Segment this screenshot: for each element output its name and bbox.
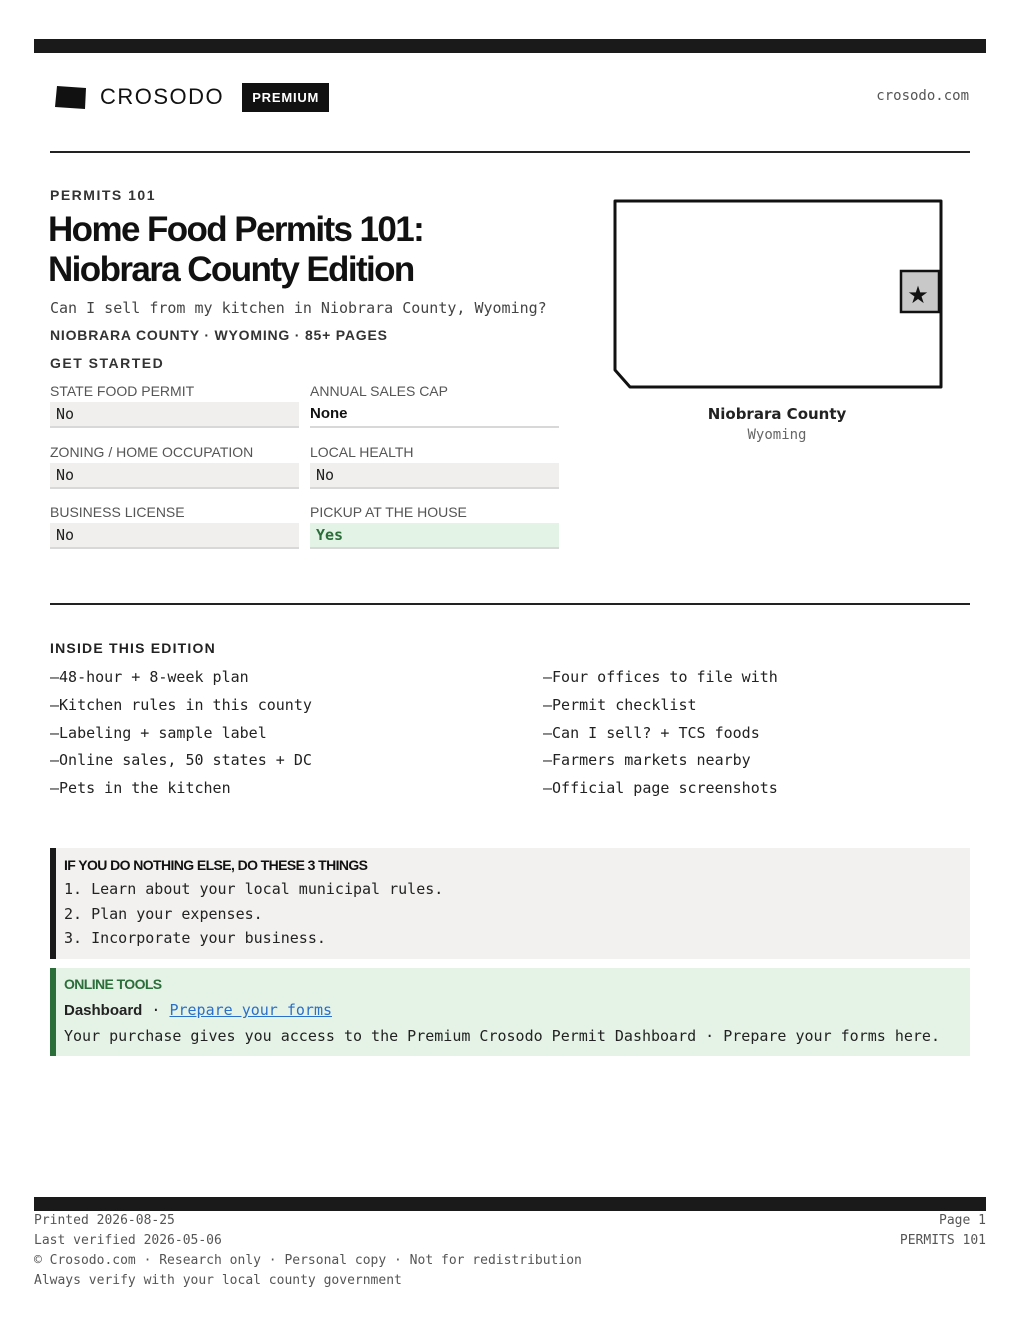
fact-state-food-permit <box>50 381 299 428</box>
list-item: —Kitchen rules in this county <box>50 695 312 714</box>
premium-badge: PREMIUM <box>242 83 329 112</box>
prepare-forms-link[interactable]: Prepare your forms <box>169 1001 333 1019</box>
county-locator-map <box>612 198 944 392</box>
map-county-name: Niobrara County <box>707 405 847 423</box>
online-tools-callout <box>50 968 970 1056</box>
footer-copyright: © Crosodo.com · Research only · Personal copy · Not for redistribution <box>34 1253 582 1268</box>
footer-disclaimer: Always verify with your local county government <box>34 1273 402 1288</box>
fact-value: No <box>310 463 559 489</box>
footer-printed-date: Printed 2026-08-25 <box>34 1213 175 1228</box>
list-item: —Pets in the kitchen <box>50 779 231 798</box>
fact-value: No <box>50 463 299 489</box>
dashboard-label: Dashboard <box>64 1002 143 1019</box>
separator: · <box>142 1001 170 1019</box>
must-do-steps <box>64 878 970 952</box>
footer-page-number: Page 1 <box>939 1213 986 1228</box>
list-item: —Official page screenshots <box>543 779 778 798</box>
must-do-title: IF YOU DO NOTHING ELSE, DO THESE 3 THINGS <box>64 857 368 873</box>
section-eyebrow: PERMITS 101 <box>50 187 156 203</box>
must-do-callout <box>50 848 970 959</box>
fact-label: STATE FOOD PERMIT <box>50 383 195 399</box>
brand-header <box>54 82 329 112</box>
online-tools-description: Your purchase gives you access to the Premium Crosodo Permit Dashboard · Prepare your forms here. <box>64 1027 940 1045</box>
fact-value: No <box>50 402 299 428</box>
star-icon: ★ <box>907 281 929 309</box>
list-item: —Online sales, 50 states + DC <box>50 751 312 770</box>
page-title <box>48 210 568 290</box>
fact-value: None <box>310 402 559 428</box>
page-title-line-2: Niobrara County Edition <box>48 250 414 289</box>
online-tools-links <box>64 999 970 1021</box>
fact-pickup-at-house <box>310 502 559 549</box>
step-item: 2. Plan your expenses. <box>64 904 263 923</box>
inside-list-left <box>50 667 312 806</box>
bottom-rule-bar <box>34 1197 986 1211</box>
list-item: —Permit checklist <box>543 695 697 714</box>
page-subtitle: Can I sell from my kitchen in Niobrara County, Wyoming? <box>50 299 547 317</box>
fact-value: No <box>50 523 299 549</box>
map-state-name: Wyoming <box>747 427 807 443</box>
fact-annual-sales-cap <box>310 381 559 428</box>
wyoming-state-shape-icon <box>54 84 88 110</box>
fact-label: BUSINESS LICENSE <box>50 504 185 520</box>
fact-value: Yes <box>310 523 559 549</box>
fact-label: PICKUP AT THE HOUSE <box>310 504 467 520</box>
fact-label: LOCAL HEALTH <box>310 444 414 460</box>
list-item: —Four offices to file with <box>543 668 778 686</box>
fact-zoning <box>50 442 299 489</box>
list-item: —Farmers markets nearby <box>543 751 751 770</box>
footer-verified-date: Last verified 2026-05-06 <box>34 1233 222 1248</box>
list-item: —48-hour + 8-week plan <box>50 668 249 686</box>
inside-edition-heading: INSIDE THIS EDITION <box>50 640 216 656</box>
wyoming-state-outline <box>615 201 941 387</box>
section-divider <box>50 603 970 605</box>
step-item: 1. Learn about your local municipal rules. <box>64 880 444 898</box>
inside-list-right <box>543 667 778 806</box>
get-started-heading: GET STARTED <box>50 355 165 371</box>
fact-label: ANNUAL SALES CAP <box>310 383 448 399</box>
brand-name: CROSODO <box>100 84 225 109</box>
online-tools-title: ONLINE TOOLS <box>64 976 162 992</box>
top-rule-bar <box>34 39 986 53</box>
header-divider <box>50 151 970 153</box>
footer-section-name: PERMITS 101 <box>899 1233 986 1248</box>
list-item: —Can I sell? + TCS foods <box>543 723 760 742</box>
edition-meta: NIOBRARA COUNTY · WYOMING · 85+ PAGES <box>50 327 388 343</box>
fact-local-health <box>310 442 559 489</box>
site-url[interactable]: crosodo.com <box>876 88 969 104</box>
list-item: —Labeling + sample label <box>50 723 267 742</box>
fact-label: ZONING / HOME OCCUPATION <box>50 444 254 460</box>
page-title-line-1: Home Food Permits 101: <box>48 210 424 249</box>
step-item: 3. Incorporate your business. <box>64 929 326 948</box>
fact-business-license <box>50 502 299 549</box>
